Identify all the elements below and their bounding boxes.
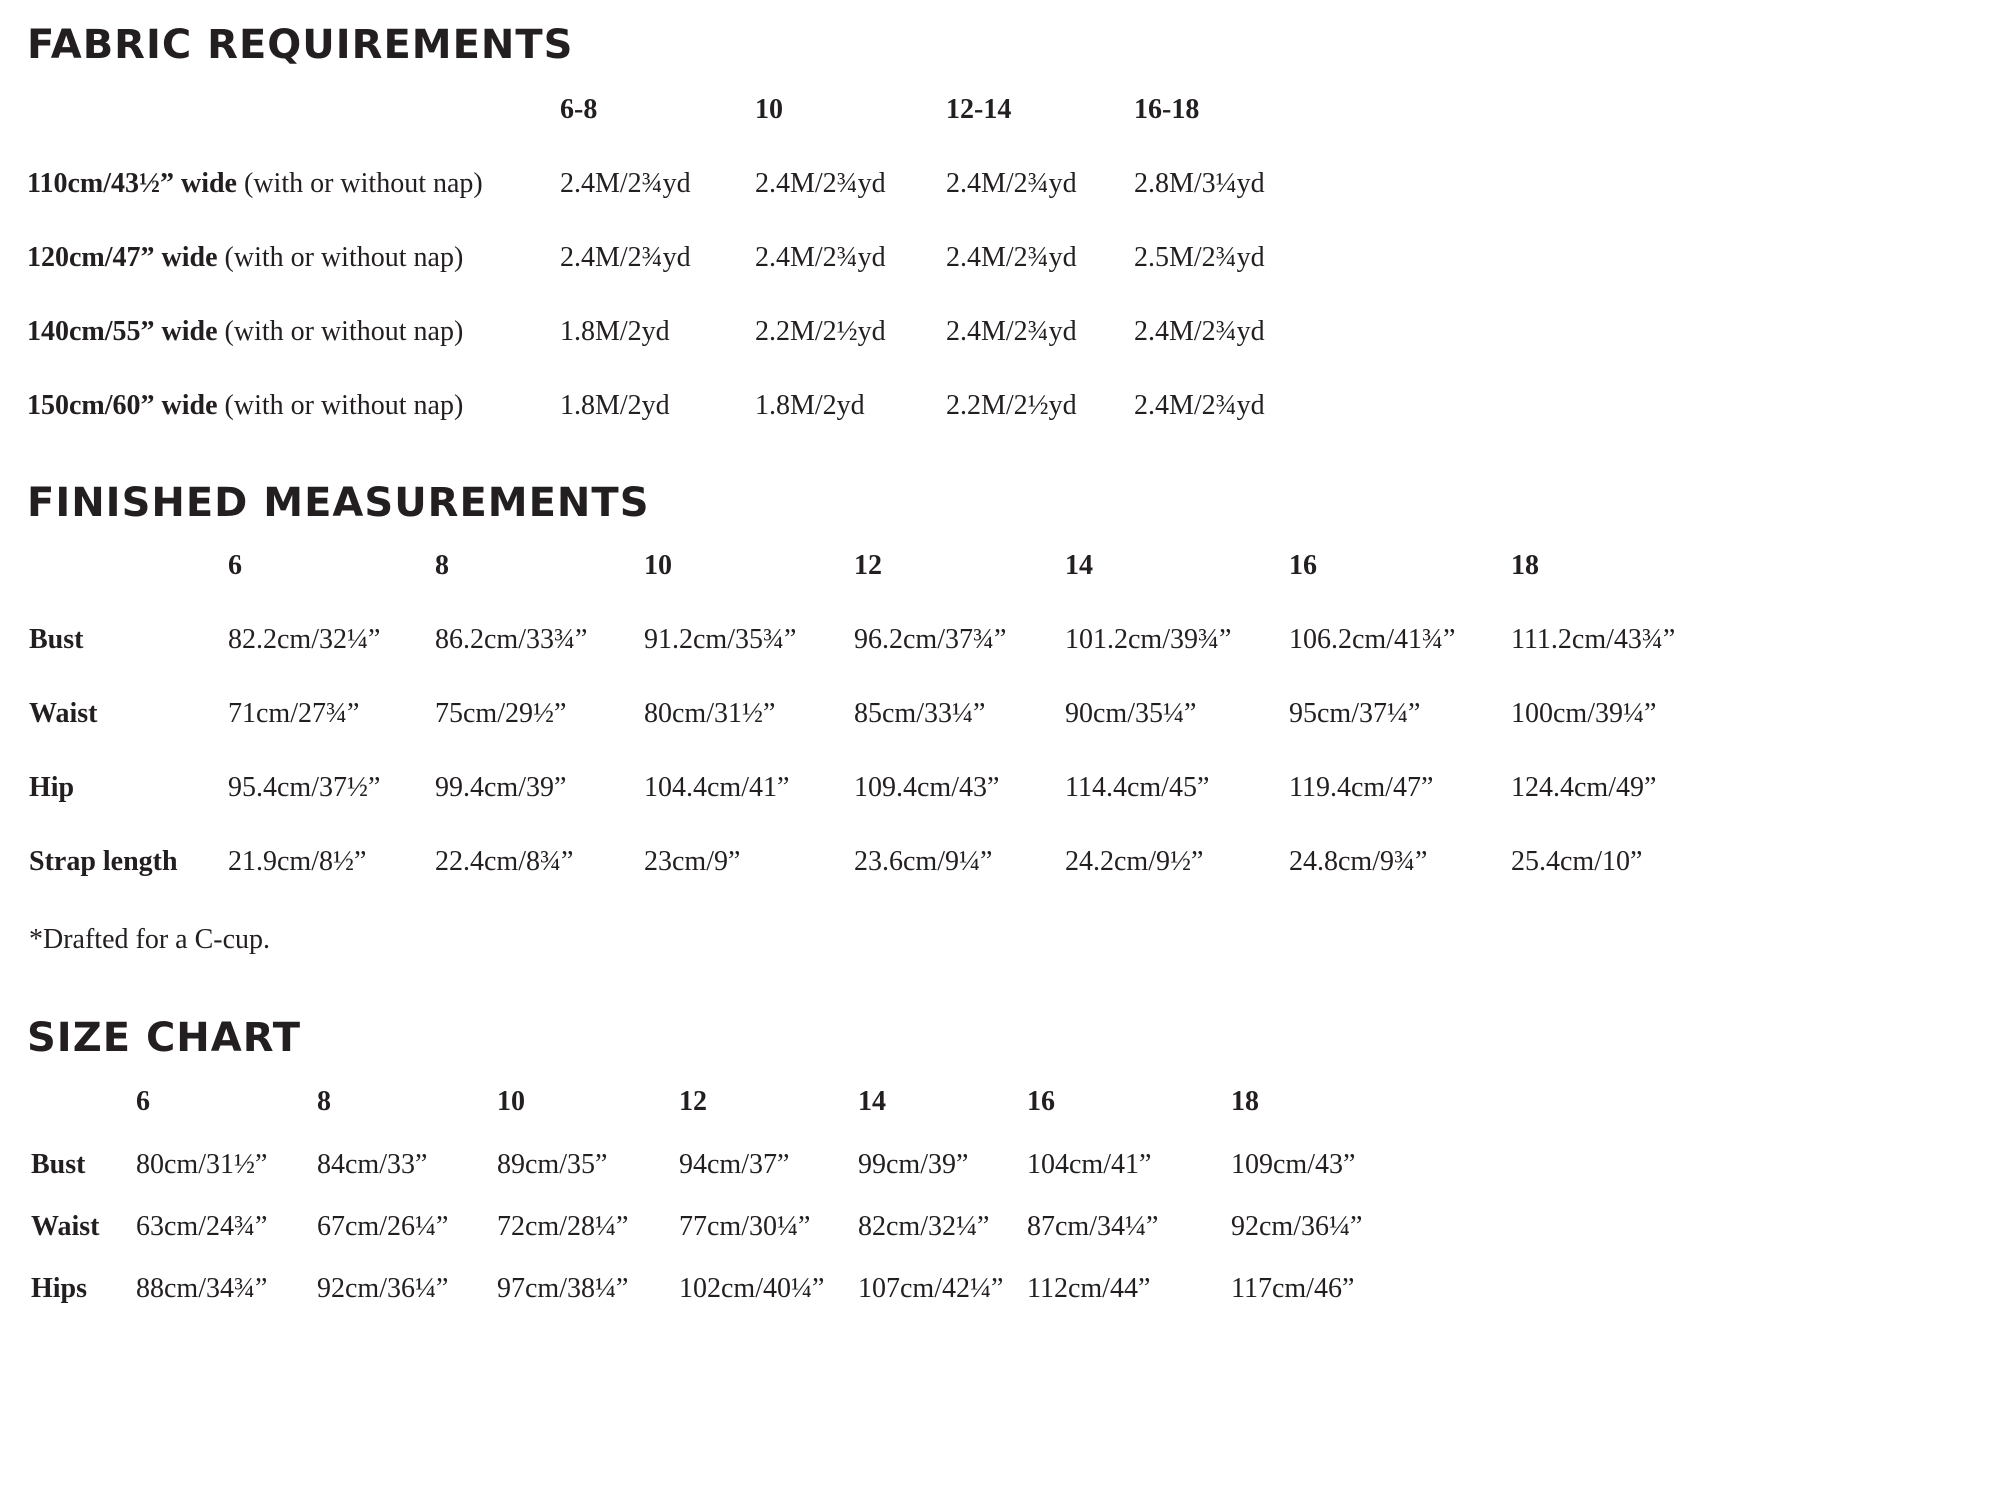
finished-row-label: Hip bbox=[29, 772, 75, 803]
fabric-size-header: 16-18 bbox=[1134, 94, 1200, 125]
finished-size-header: 8 bbox=[435, 550, 449, 581]
fabric-value: 2.4M/2¾yd bbox=[946, 316, 1077, 347]
finished-size-header-row bbox=[0, 544, 2000, 588]
fabric-value: 2.4M/2¾yd bbox=[946, 242, 1077, 273]
finished-row-label: Bust bbox=[29, 624, 84, 655]
size-chart-value: 80cm/31½” bbox=[136, 1149, 268, 1180]
finished-value: 21.9cm/8½” bbox=[228, 846, 367, 877]
size-chart-size-header: 12 bbox=[679, 1086, 707, 1117]
size-chart-value: 87cm/34¼” bbox=[1027, 1211, 1159, 1242]
size-chart-value: 77cm/30¼” bbox=[679, 1211, 811, 1242]
finished-value: 114.4cm/45” bbox=[1065, 772, 1210, 803]
fabric-value: 2.5M/2¾yd bbox=[1134, 242, 1265, 273]
fabric-width-label bbox=[27, 310, 463, 354]
fabric-width-label bbox=[27, 236, 463, 280]
size-chart-value: 92cm/36¼” bbox=[1231, 1211, 1363, 1242]
fabric-nap-note: (with or without nap) bbox=[217, 316, 464, 347]
size-chart-value: 97cm/38¼” bbox=[497, 1273, 629, 1304]
finished-value: 119.4cm/47” bbox=[1289, 772, 1434, 803]
finished-value: 85cm/33¼” bbox=[854, 698, 986, 729]
fabric-size-header-row bbox=[0, 88, 2000, 132]
fabric-row bbox=[0, 162, 2000, 206]
fabric-width-label bbox=[27, 384, 463, 428]
size-chart-row-label: Bust bbox=[31, 1149, 86, 1180]
fabric-value: 1.8M/2yd bbox=[560, 316, 670, 347]
finished-value: 95cm/37¼” bbox=[1289, 698, 1421, 729]
fabric-value: 2.4M/2¾yd bbox=[946, 168, 1077, 199]
finished-value: 22.4cm/8¾” bbox=[435, 846, 574, 877]
finished-value: 99.4cm/39” bbox=[435, 772, 567, 803]
finished-value: 104.4cm/41” bbox=[644, 772, 790, 803]
finished-value: 71cm/27¾” bbox=[228, 698, 360, 729]
size-chart-value: 88cm/34¾” bbox=[136, 1273, 268, 1304]
size-chart-value: 99cm/39” bbox=[858, 1149, 969, 1180]
size-chart-value: 67cm/26¼” bbox=[317, 1211, 449, 1242]
finished-value: 90cm/35¼” bbox=[1065, 698, 1197, 729]
size-chart-value: 72cm/28¼” bbox=[497, 1211, 629, 1242]
fabric-requirements-heading: FABRIC REQUIREMENTS bbox=[27, 22, 574, 68]
size-chart-value: 109cm/43” bbox=[1231, 1149, 1356, 1180]
finished-value: 106.2cm/41¾” bbox=[1289, 624, 1456, 655]
size-chart-value: 102cm/40¼” bbox=[679, 1273, 825, 1304]
fabric-width: 110cm/43½” wide bbox=[27, 168, 237, 199]
finished-value: 86.2cm/33¾” bbox=[435, 624, 588, 655]
fabric-width: 150cm/60” wide bbox=[27, 390, 218, 421]
finished-value: 80cm/31½” bbox=[644, 698, 776, 729]
finished-value: 111.2cm/43¾” bbox=[1511, 624, 1676, 655]
finished-value: 25.4cm/10” bbox=[1511, 846, 1643, 877]
size-chart-value: 84cm/33” bbox=[317, 1149, 428, 1180]
finished-value: 75cm/29½” bbox=[435, 698, 567, 729]
finished-value: 82.2cm/32¼” bbox=[228, 624, 381, 655]
finished-value: 24.8cm/9¾” bbox=[1289, 846, 1428, 877]
finished-row bbox=[0, 840, 2000, 884]
finished-size-header: 10 bbox=[644, 550, 672, 581]
size-chart-value: 104cm/41” bbox=[1027, 1149, 1152, 1180]
size-chart-size-header: 16 bbox=[1027, 1086, 1055, 1117]
finished-value: 100cm/39¼” bbox=[1511, 698, 1657, 729]
finished-row-label: Waist bbox=[29, 698, 98, 729]
fabric-value: 2.4M/2¾yd bbox=[560, 242, 691, 273]
fabric-row bbox=[0, 236, 2000, 280]
size-chart-row bbox=[0, 1143, 2000, 1187]
fabric-value: 2.4M/2¾yd bbox=[1134, 390, 1265, 421]
fabric-row bbox=[0, 310, 2000, 354]
size-chart-heading: SIZE CHART bbox=[27, 1015, 302, 1061]
fabric-nap-note: (with or without nap) bbox=[237, 168, 483, 199]
fabric-value: 2.2M/2½yd bbox=[946, 390, 1077, 421]
fabric-value: 1.8M/2yd bbox=[560, 390, 670, 421]
finished-row bbox=[0, 692, 2000, 736]
finished-row bbox=[0, 766, 2000, 810]
size-chart-row-label: Waist bbox=[31, 1211, 100, 1242]
c-cup-footnote: *Drafted for a C-cup. bbox=[29, 924, 271, 955]
finished-size-header: 6 bbox=[228, 550, 242, 581]
fabric-value: 2.4M/2¾yd bbox=[755, 242, 886, 273]
finished-value: 23cm/9” bbox=[644, 846, 741, 877]
finished-value: 124.4cm/49” bbox=[1511, 772, 1657, 803]
finished-row-label: Strap length bbox=[29, 846, 178, 877]
finished-size-header: 14 bbox=[1065, 550, 1093, 581]
finished-value: 23.6cm/9¼” bbox=[854, 846, 993, 877]
fabric-row bbox=[0, 384, 2000, 428]
finished-row bbox=[0, 618, 2000, 662]
fabric-size-header: 12-14 bbox=[946, 94, 1012, 125]
size-chart-row-label: Hips bbox=[31, 1273, 88, 1304]
finished-value: 109.4cm/43” bbox=[854, 772, 1000, 803]
finished-measurements-heading: FINISHED MEASUREMENTS bbox=[27, 480, 650, 526]
fabric-width: 140cm/55” wide bbox=[27, 316, 218, 347]
finished-value: 95.4cm/37½” bbox=[228, 772, 381, 803]
fabric-value: 2.4M/2¾yd bbox=[755, 168, 886, 199]
size-chart-size-header: 10 bbox=[497, 1086, 525, 1117]
size-chart-value: 112cm/44” bbox=[1027, 1273, 1151, 1304]
size-chart-value: 63cm/24¾” bbox=[136, 1211, 268, 1242]
size-chart-size-header: 6 bbox=[136, 1086, 150, 1117]
size-chart-value: 117cm/46” bbox=[1231, 1273, 1355, 1304]
size-chart-value: 92cm/36¼” bbox=[317, 1273, 449, 1304]
size-chart-row bbox=[0, 1267, 2000, 1311]
finished-value: 96.2cm/37¾” bbox=[854, 624, 1007, 655]
fabric-value: 2.4M/2¾yd bbox=[560, 168, 691, 199]
finished-value: 101.2cm/39¾” bbox=[1065, 624, 1232, 655]
size-chart-value: 82cm/32¼” bbox=[858, 1211, 990, 1242]
size-chart-value: 94cm/37” bbox=[679, 1149, 790, 1180]
fabric-size-header: 10 bbox=[755, 94, 783, 125]
finished-size-header: 18 bbox=[1511, 550, 1539, 581]
fabric-size-header: 6-8 bbox=[560, 94, 598, 125]
fabric-value: 2.4M/2¾yd bbox=[1134, 316, 1265, 347]
size-chart-value: 89cm/35” bbox=[497, 1149, 608, 1180]
finished-value: 24.2cm/9½” bbox=[1065, 846, 1204, 877]
fabric-width: 120cm/47” wide bbox=[27, 242, 218, 273]
finished-size-header: 12 bbox=[854, 550, 882, 581]
size-chart-size-header: 8 bbox=[317, 1086, 331, 1117]
finished-value: 91.2cm/35¾” bbox=[644, 624, 797, 655]
size-chart-row bbox=[0, 1205, 2000, 1249]
fabric-nap-note: (with or without nap) bbox=[217, 242, 464, 273]
fabric-width-label bbox=[27, 162, 483, 206]
finished-size-header: 16 bbox=[1289, 550, 1317, 581]
fabric-value: 2.2M/2½yd bbox=[755, 316, 886, 347]
size-chart-header-row bbox=[0, 1080, 2000, 1124]
fabric-nap-note: (with or without nap) bbox=[217, 390, 464, 421]
size-chart-size-header: 14 bbox=[858, 1086, 886, 1117]
fabric-value: 2.8M/3¼yd bbox=[1134, 168, 1265, 199]
size-chart-value: 107cm/42¼” bbox=[858, 1273, 1004, 1304]
fabric-value: 1.8M/2yd bbox=[755, 390, 865, 421]
size-chart-size-header: 18 bbox=[1231, 1086, 1259, 1117]
